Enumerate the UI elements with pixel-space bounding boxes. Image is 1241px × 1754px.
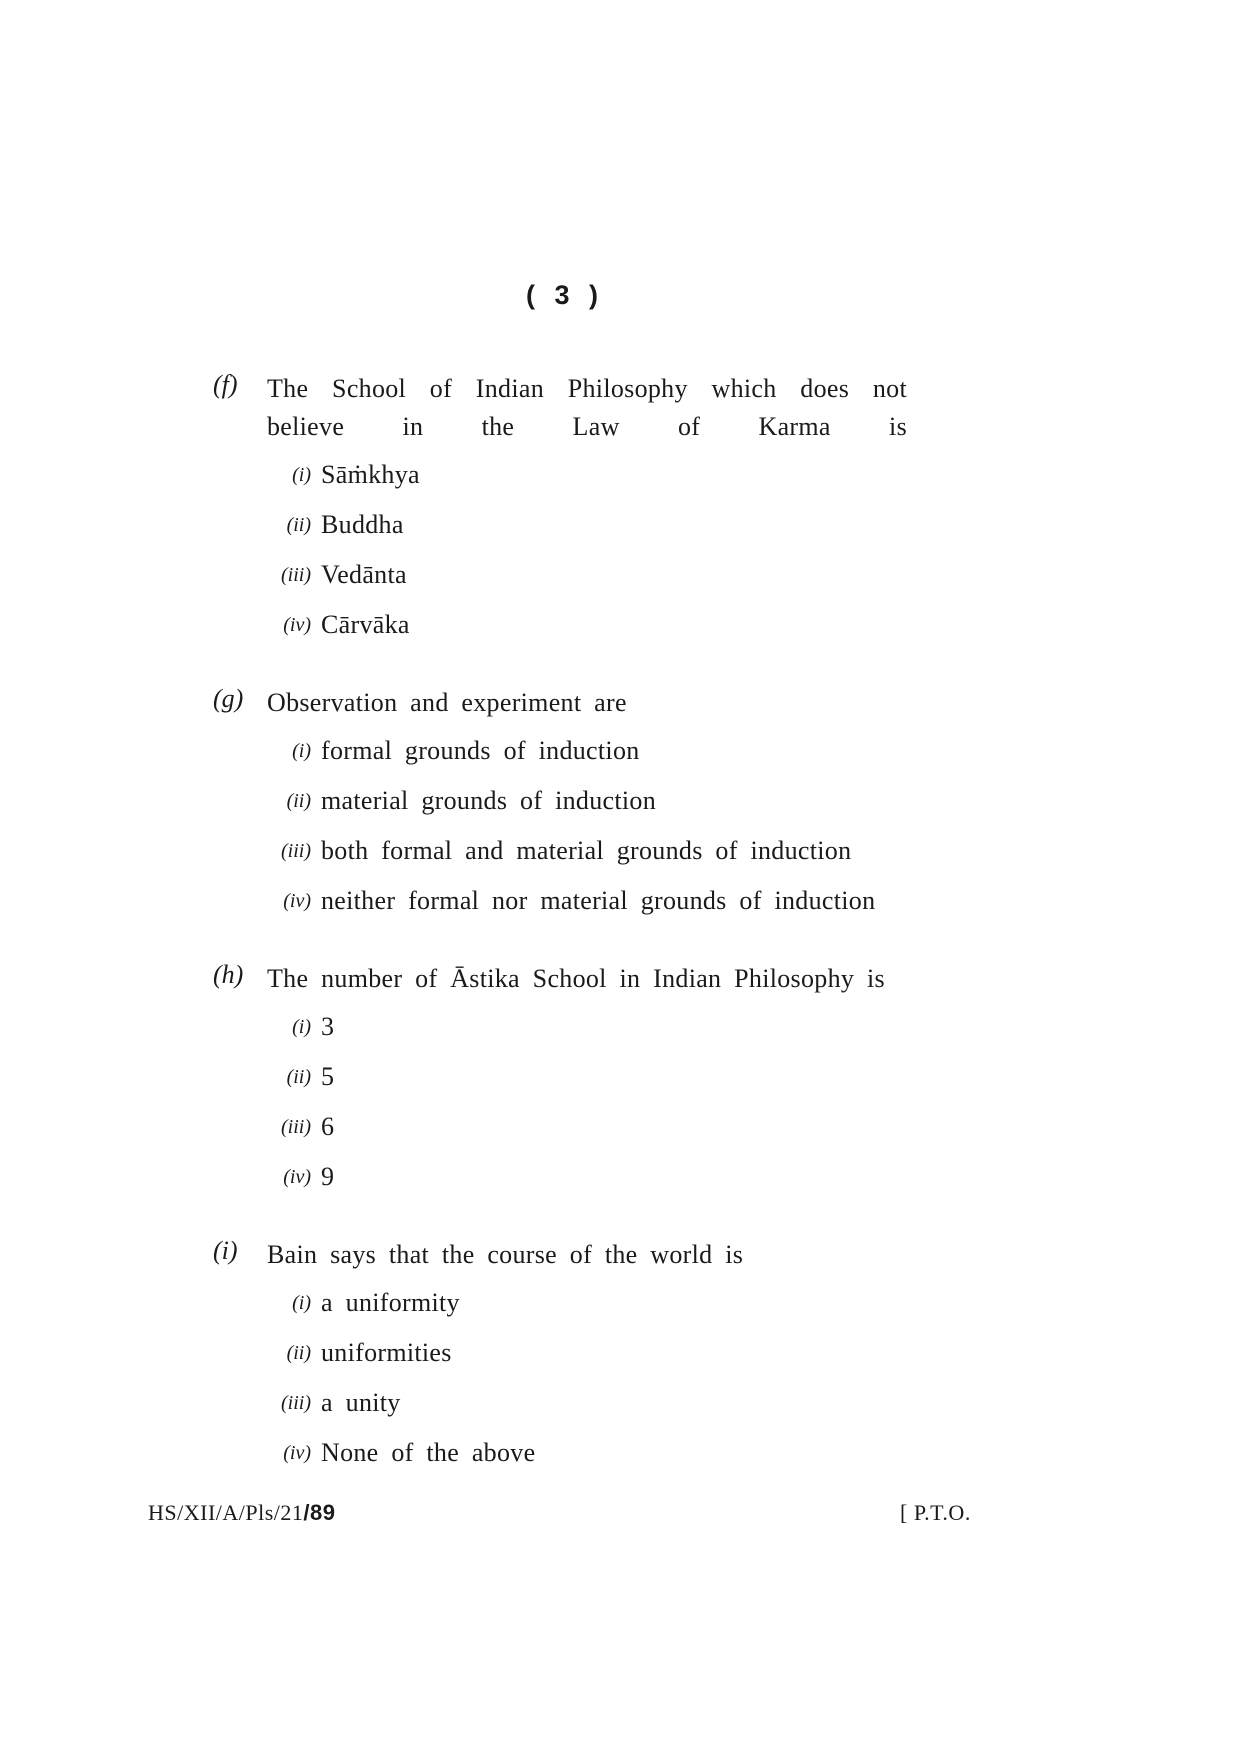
- option-text: Cārvāka: [321, 610, 410, 639]
- option-item: [267, 456, 933, 506]
- option-text: uniformities: [321, 1338, 452, 1367]
- option-item: [267, 556, 933, 606]
- question-text: The School of Indian Philosophy which does not believe in the Law of Karma is: [267, 374, 907, 441]
- option-text: neither formal nor material grounds of induction: [321, 886, 876, 915]
- option-label: (iii): [281, 564, 311, 586]
- option-label: (ii): [286, 514, 311, 536]
- question-h: [213, 960, 933, 1208]
- option-label: (i): [292, 1292, 311, 1314]
- paper-code: [148, 1500, 336, 1526]
- option-label: (iii): [281, 1116, 311, 1138]
- option-label: (iv): [283, 1166, 311, 1188]
- question-label: (g): [213, 684, 244, 713]
- question-label: (f): [213, 370, 238, 399]
- question-text: Observation and experiment are: [267, 688, 627, 717]
- option-label: (iii): [281, 840, 311, 862]
- option-item: [267, 606, 933, 656]
- option-item: [267, 506, 933, 556]
- option-label: (iv): [283, 614, 311, 636]
- option-list: [267, 1008, 933, 1208]
- option-text: a unity: [321, 1388, 401, 1417]
- option-text: 6: [321, 1112, 335, 1141]
- option-item: [267, 832, 933, 882]
- page-number: ( 3 ): [525, 280, 604, 310]
- paper-code-suffix: /89: [303, 1500, 336, 1525]
- question-label: (i): [213, 1236, 238, 1265]
- option-item: [267, 1334, 933, 1384]
- option-text: 3: [321, 1012, 335, 1041]
- option-label: (iii): [281, 1392, 311, 1414]
- option-item: [267, 1384, 933, 1434]
- option-item: [267, 1434, 933, 1484]
- option-item: [267, 882, 933, 932]
- paper-code-prefix: HS/XII/A/Pls/21: [148, 1500, 304, 1525]
- option-text: 9: [321, 1162, 335, 1191]
- question-text: The number of Āstika School in Indian Philosophy is: [267, 964, 885, 993]
- option-item: [267, 732, 933, 782]
- option-text: material grounds of induction: [321, 786, 657, 815]
- question-text: Bain says that the course of the world is: [267, 1240, 744, 1269]
- pto-note: [ P.T.O.: [900, 1500, 971, 1525]
- question-g: [213, 684, 933, 932]
- option-item: [267, 1158, 933, 1208]
- option-list: [267, 732, 933, 932]
- option-label: (i): [292, 1016, 311, 1038]
- option-label: (iv): [283, 1442, 311, 1464]
- option-text: Buddha: [321, 510, 404, 539]
- question-label: (h): [213, 960, 244, 989]
- option-item: [267, 1108, 933, 1158]
- option-list: [267, 1284, 933, 1484]
- option-label: (i): [292, 740, 311, 762]
- option-text: formal grounds of induction: [321, 736, 640, 765]
- option-item: [267, 1008, 933, 1058]
- option-item: [267, 782, 933, 832]
- option-item: [267, 1058, 933, 1108]
- option-text: Sāṁkhya: [321, 460, 420, 489]
- option-text: Vedānta: [321, 560, 407, 589]
- question-i: [213, 1236, 933, 1484]
- option-label: (i): [292, 464, 311, 486]
- question-f: [213, 370, 933, 656]
- option-label: (ii): [286, 1066, 311, 1088]
- option-text: a uniformity: [321, 1288, 460, 1317]
- option-text: both formal and material grounds of induction: [321, 836, 852, 865]
- option-item: [267, 1284, 933, 1334]
- option-label: (iv): [283, 890, 311, 912]
- option-text: None of the above: [321, 1438, 536, 1467]
- option-label: (ii): [286, 790, 311, 812]
- option-list: [267, 456, 933, 656]
- option-label: (ii): [286, 1342, 311, 1364]
- option-text: 5: [321, 1062, 335, 1091]
